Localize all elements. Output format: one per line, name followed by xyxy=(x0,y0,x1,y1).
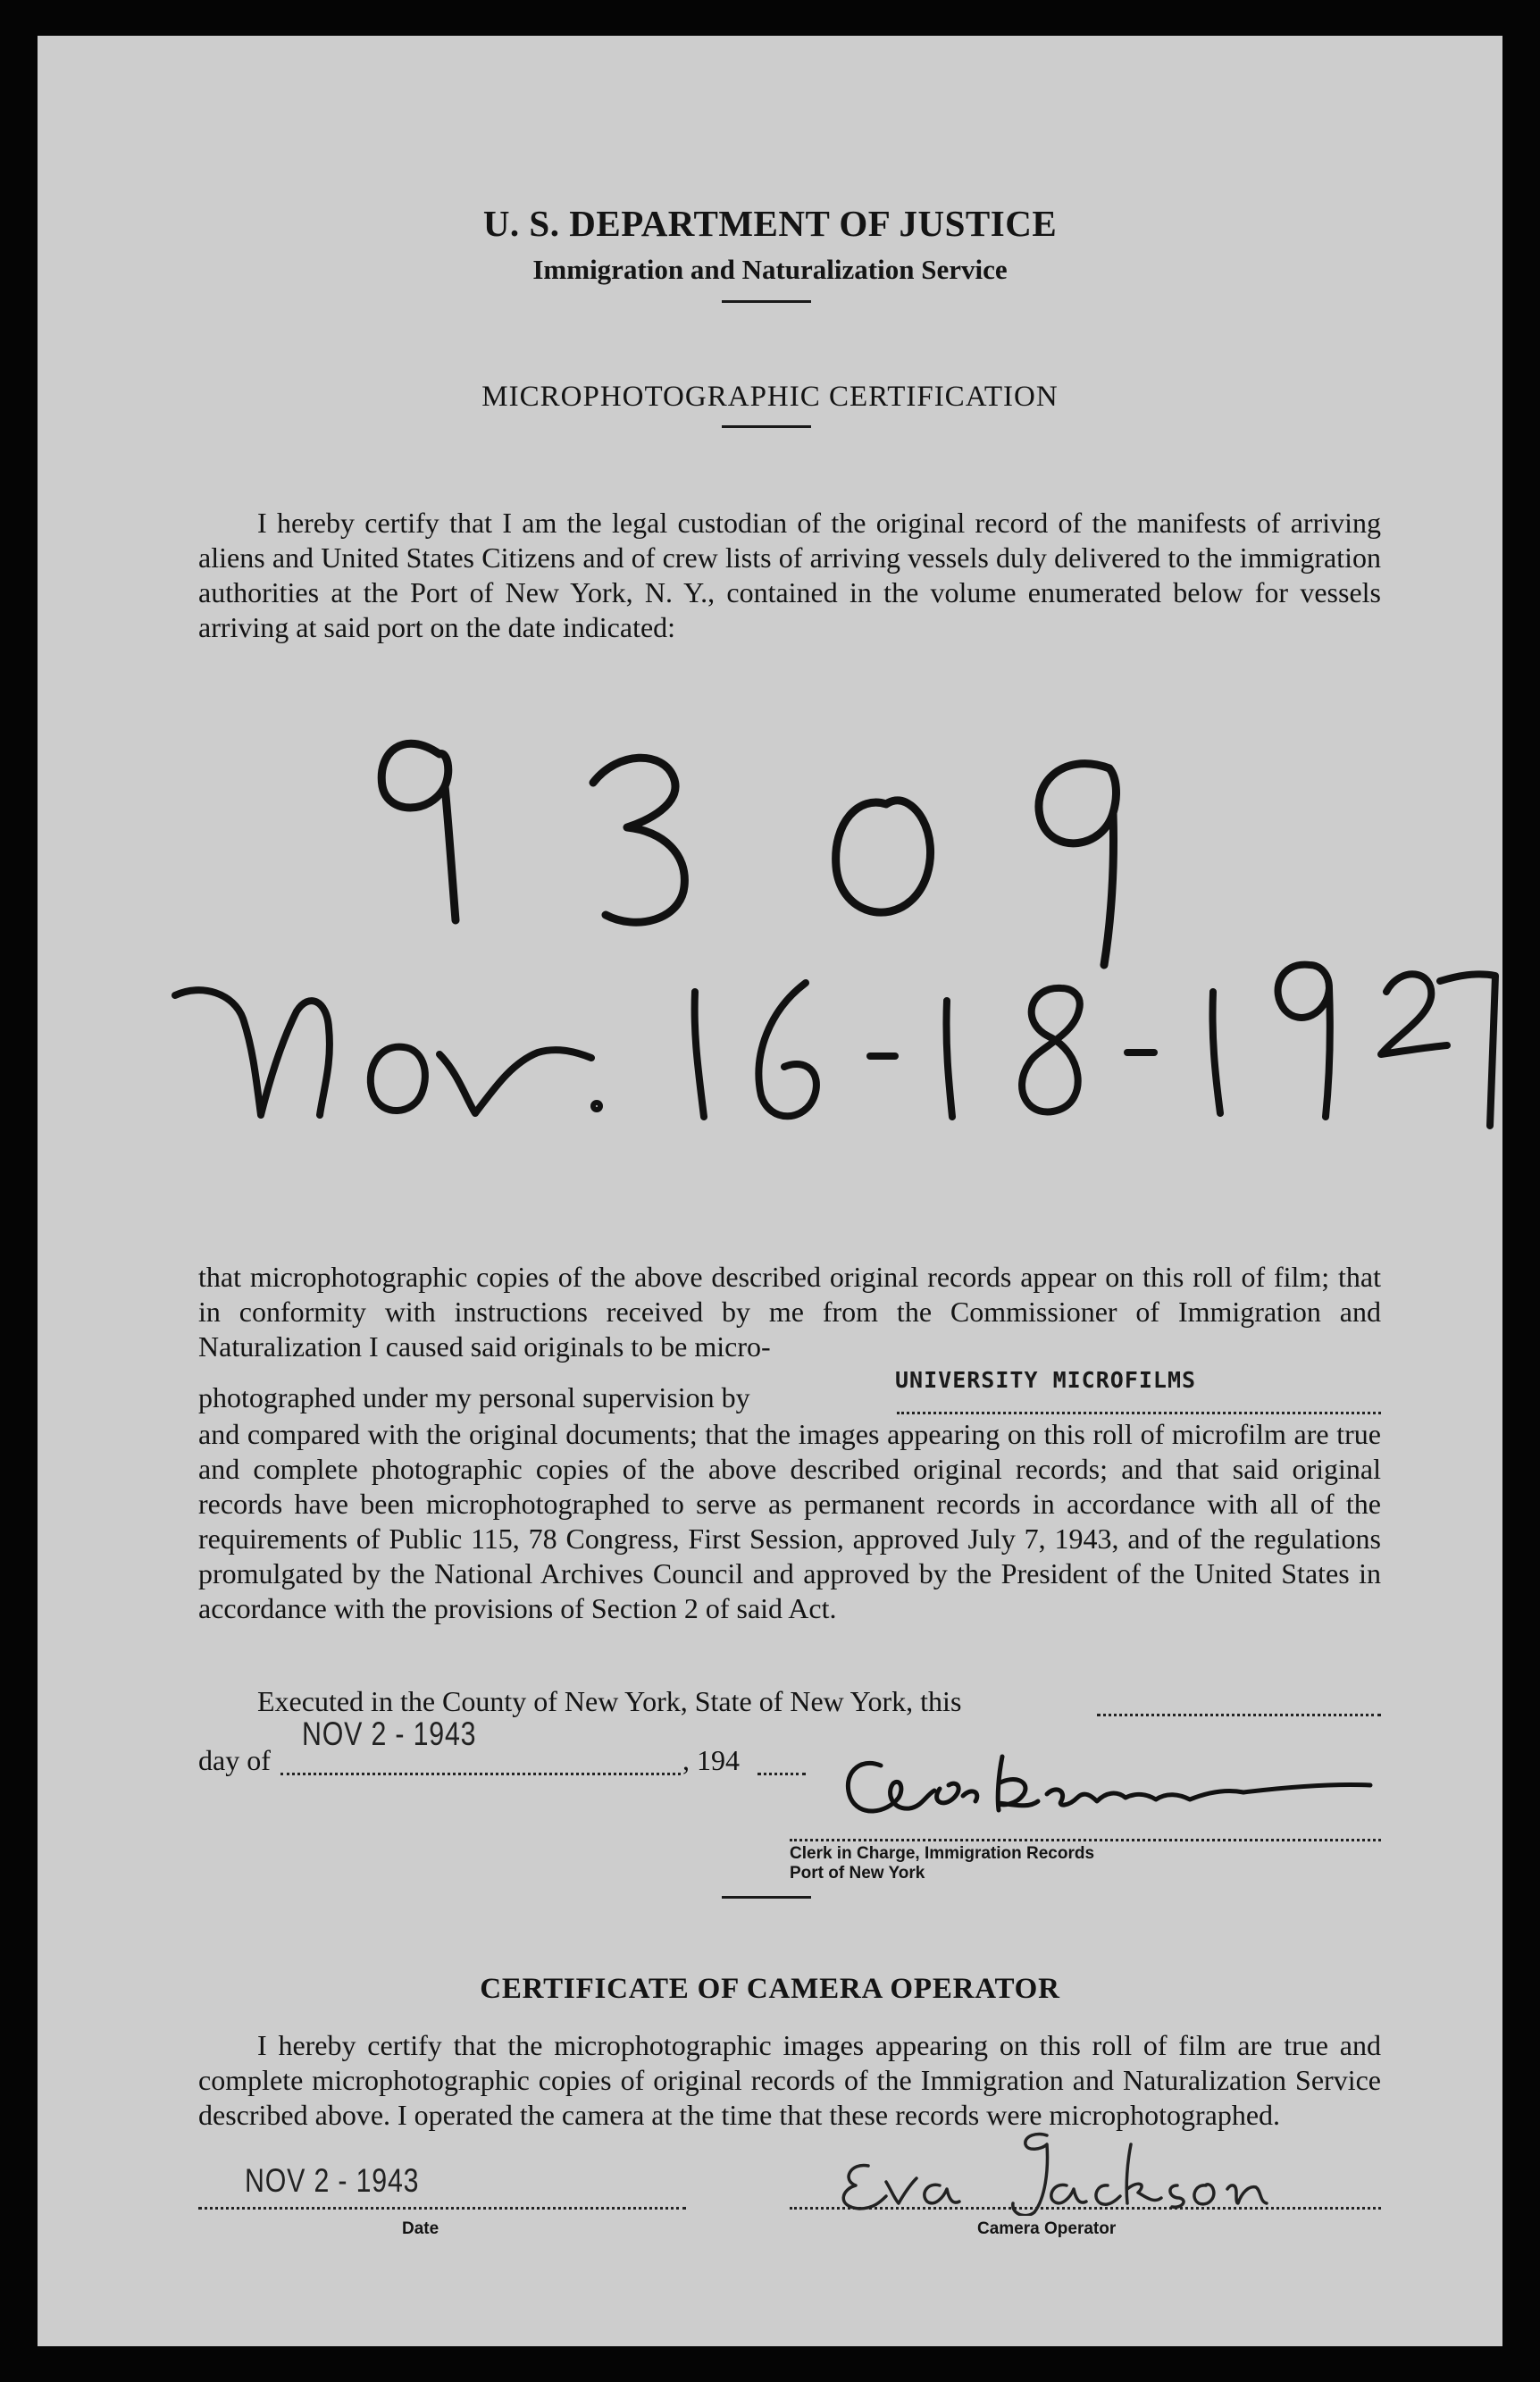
divider-rule xyxy=(722,425,811,428)
year-prefix: , 194 xyxy=(682,1744,740,1776)
clerk-title-line1: Clerk in Charge, Immigration Records xyxy=(790,1844,1095,1863)
day-dotted-line xyxy=(280,1773,681,1775)
divider-rule xyxy=(722,300,811,303)
divider-rule xyxy=(722,1896,811,1899)
certification-body-part1: that microphotographic copies of the above described original records appear on this roll of film; that in conformity with instructions received by me from the Commissioner of Immigration and Naturalization I caused said originals to be micro- xyxy=(198,1261,1381,1363)
service-subtitle: Immigration and Naturalization Service xyxy=(532,254,1008,285)
clerk-signature-dotted-line xyxy=(790,1839,1381,1841)
execution-date-stamp: NOV 2 - 1943 xyxy=(302,1715,477,1752)
supervisor-dotted-line xyxy=(897,1412,1381,1414)
supervision-by-label: photographed under my personal supervision by xyxy=(198,1381,750,1413)
clerk-title-line2: Port of New York xyxy=(790,1864,925,1883)
department-title: U. S. DEPARTMENT OF JUSTICE xyxy=(482,203,1058,244)
executed-dotted-line xyxy=(1097,1714,1381,1716)
handwritten-volume-number xyxy=(381,743,1116,965)
camera-operator-signature xyxy=(824,2126,1288,2216)
day-of-label: day of xyxy=(198,1744,271,1776)
camera-date-stamp: NOV 2 - 1943 xyxy=(245,2162,420,2199)
executed-statement: Executed in the County of New York, State of New York, this xyxy=(257,1685,962,1717)
handwritten-volume-and-dates xyxy=(109,697,1502,1162)
year-dotted-line xyxy=(757,1773,806,1775)
camera-operator-certificate-body: I hereby certify that the microphotographic images appearing on this roll of film are true and complete microphotographic copies of original records of the Immigration and Naturalization Service described above. I operated the camera at the time that these records were microphotographed. xyxy=(198,2029,1381,2131)
document-page xyxy=(38,36,1502,2346)
microfilm-company: UNIVERSITY MICROFILMS xyxy=(895,1367,1197,1393)
handwritten-dates xyxy=(175,965,1495,1126)
date-dotted-line xyxy=(198,2207,686,2210)
date-caption: Date xyxy=(402,2219,439,2238)
certification-heading: MICROPHOTOGRAPHIC CERTIFICATION xyxy=(481,381,1059,413)
camera-operator-heading: CERTIFICATE OF CAMERA OPERATOR xyxy=(480,1973,1060,2005)
clerk-title xyxy=(790,1844,1094,1883)
certification-body-part2: and compared with the original documents; that the images appearing on this roll of microfilm are true and complete photographic copies of the above described original records; and that said original records have been microphotographed to serve as permanent records in accordance with all of the requirements of Public 115, 78 Congress, First Session, approved July 7, 1943, and of the regulations promulgated by the National Archives Council and approved by the President of the United States in accordance with the provisions of Section 2 of said Act. xyxy=(198,1418,1381,1624)
operator-caption: Camera Operator xyxy=(977,2219,1117,2238)
certification-intro: I hereby certify that I am the legal custodian of the original record of the manifests of arriving aliens and United States Citizens and of crew lists of arriving vessels duly delivered to the immigration authorities at the Port of New York, N. Y., contained in the volume enumerated below for vessels arriving at said port on the date indicated: xyxy=(198,507,1381,643)
clerk-signature xyxy=(824,1739,1377,1837)
operator-signature-dotted-line xyxy=(790,2207,1381,2210)
